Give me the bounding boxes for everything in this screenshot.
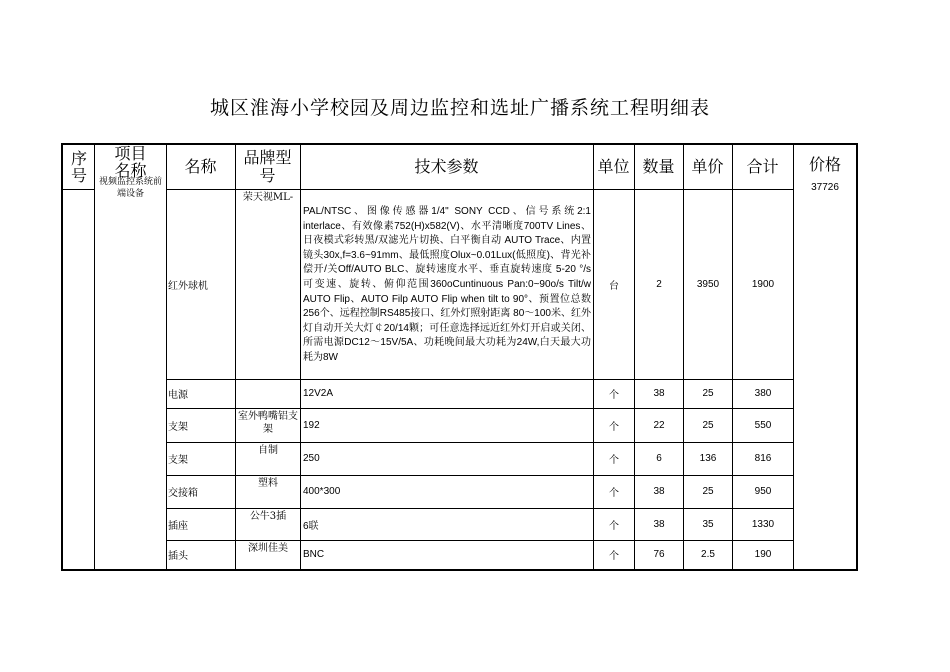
row-name: 红外球机	[168, 280, 208, 292]
row-total: 1900	[751, 278, 775, 290]
row-spec: PAL/NTSC、图像传感器1/4" SONY CCD、信号系统2:1 interlace、有效像素752(H)x582(V)、水平清晰度700TV Lines、日夜模式彩转黑/双滤光片切换、白平衡自动 AUTO Trace、内置镜头30x,f=3.6~91mm、最低照度Olux~0.01Lux(低照度)、背光补偿开/关Off/AUTO BLC、旋转速度水平、垂直旋转速度 5-20 °/s 可变速、旋转、俯仰范围360oCuntinuous Pan:0~90o/s Tilt/w AUTO Flip、AUTO Filp AUTO Flip when tilt to 90°、预置位总数256个、远程控制RS485接口、红外灯照射距离 80～100米、红外灯自动开关大灯￠20/14颗；可任意选择远近红外灯开启或关闭、所需电源DC12～15V/5A、功耗晚间最大功耗为24W,白天最大功耗为8W	[303, 206, 591, 363]
row-total: 950	[754, 486, 772, 497]
row-name: 支架	[168, 421, 188, 433]
col-line	[235, 143, 236, 571]
row-price: 136	[699, 453, 717, 464]
row-total: 380	[754, 388, 772, 399]
row-brand	[237, 379, 299, 408]
row-qty: 22	[653, 419, 665, 431]
row-spec: 400*300	[303, 486, 341, 497]
row-unit: 个	[609, 520, 619, 532]
row-unit: 个	[609, 390, 619, 401]
row-spec: 6联	[303, 520, 319, 532]
row-qty: 6	[656, 453, 662, 464]
header-name: 名称	[184, 157, 217, 176]
header-item-label: 项目名称	[114, 145, 147, 179]
table-border-left	[61, 143, 63, 571]
row-unit: 台	[609, 280, 619, 292]
header-total: 合计	[746, 157, 779, 176]
row-name: 插头	[168, 551, 188, 562]
row-qty: 76	[653, 549, 665, 560]
header-spec: 技术参数	[414, 157, 479, 176]
row-qty: 38	[653, 486, 665, 497]
row-price: 25	[702, 419, 714, 431]
row-unit: 个	[609, 455, 619, 466]
row-spec: 192	[303, 419, 320, 431]
row-brand: 公牛3插	[249, 511, 287, 522]
row-spec: BNC	[303, 549, 325, 560]
table-border-bottom	[61, 569, 858, 571]
header-price: 单价	[691, 157, 724, 176]
header-seq	[64, 145, 94, 189]
row-qty: 38	[653, 518, 665, 530]
row-price: 25	[702, 486, 714, 497]
row-line	[61, 189, 94, 190]
row-price: 35	[702, 518, 714, 530]
header-unit: 单位	[597, 157, 630, 176]
row-price: 25	[702, 388, 714, 399]
row-name: 交接箱	[168, 488, 198, 499]
row-qty: 2	[656, 278, 662, 290]
row-spec: 250	[303, 453, 320, 464]
col-line	[94, 143, 95, 571]
row-unit: 个	[609, 488, 619, 499]
row-brand: 室外鸭嘴铝支架	[238, 411, 298, 435]
row-total: 550	[754, 419, 772, 431]
table-border-right	[856, 143, 858, 571]
row-brand: 塑料	[258, 478, 278, 489]
row-total: 816	[754, 453, 772, 464]
row-total: 1330	[751, 518, 775, 530]
col-line	[166, 143, 167, 571]
row-unit: 个	[609, 421, 619, 433]
row-price: 3950	[696, 278, 720, 290]
detail-table	[61, 143, 858, 571]
header-value: 价格	[808, 155, 841, 174]
row-brand: 自制	[258, 445, 278, 456]
row-spec: 12V2A	[303, 388, 334, 399]
row-total: 190	[754, 549, 772, 560]
header-item	[95, 145, 166, 179]
header-seq-label: 序号	[70, 149, 87, 185]
page-title: 城区淮海小学校园及周边监控和选址广播系统工程明细表	[209, 97, 710, 119]
col-line	[793, 143, 794, 571]
row-name: 电源	[168, 390, 188, 401]
row-name: 支架	[168, 455, 188, 466]
row-brand: 深圳佳美	[248, 543, 288, 554]
section-name: 视频监控系统前端设备	[98, 177, 162, 199]
row-price: 2.5	[701, 549, 715, 560]
header-brand-label: 品牌型号	[243, 148, 292, 185]
row-name: 插座	[168, 520, 188, 532]
row-qty: 38	[653, 388, 665, 399]
section-value-total: 37726	[811, 182, 839, 193]
header-qty: 数量	[642, 157, 675, 176]
row-brand: 荣天视ML-	[242, 192, 294, 203]
header-brand	[235, 145, 300, 189]
row-unit: 个	[609, 551, 619, 562]
